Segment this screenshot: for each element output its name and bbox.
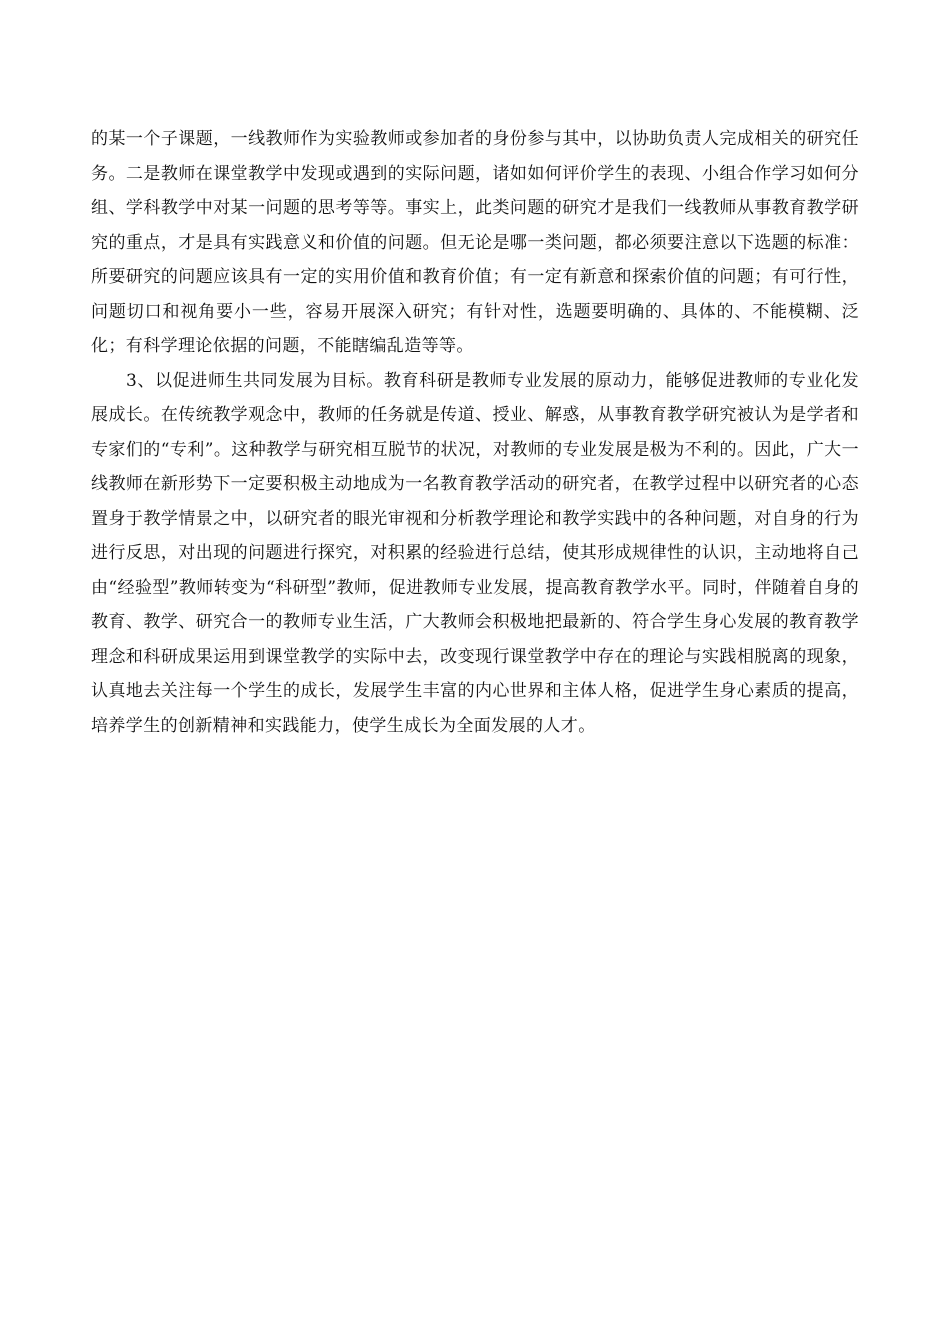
paragraph-continued: 的某一个子课题，一线教师作为实验教师或参加者的身份参与其中，以协助负责人完成相关的研究任务。二是教师在课堂教学中发现或遇到的实际问题，诸如如何评价学生的表现、小组合作学习如何分组、学科教学中对某一问题的思考等等。事实上，此类问题的研究才是我们一线教师从事教育教学研究的重点，才是具有实践意义和价值的问题。但无论是哪一类问题，都必须要注意以下选题的标准：所要研究的问题应该具有一定的实用价值和教育价值；有一定有新意和探索价值的问题；有可行性，问题切口和视角要小一些，容易开展深入研究；有针对性，选题要明确的、具体的、不能模糊、泛化；有科学理论依据的问题，不能瞎编乱造等等。 <box>91 129 859 356</box>
document-body <box>91 122 859 743</box>
paragraph-section-3: 3、以促进师生共同发展为目标。教育科研是教师专业发展的原动力，能够促进教师的专业化发展成长。在传统教学观念中，教师的任务就是传道、授业、解惑，从事教育教学研究被认为是学者和专家们的“专利”。这种教学与研究相互脱节的状况，对教师的专业发展是极为不利的。因此，广大一线教师在新形势下一定要积极主动地成为一名教育教学活动的研究者，在教学过程中以研究者的心态置身于教学情景之中，以研究者的眼光审视和分析教学理论和教学实践中的各种问题，对自身的行为进行反思，对出现的问题进行探究，对积累的经验进行总结，使其形成规律性的认识，主动地将自己由“经验型”教师转变为“科研型”教师，促进教师专业发展，提高教育教学水平。同时，伴随着自身的教育、教学、研究合一的教师专业生活，广大教师会积极地把最新的、符合学生身心发展的教育教学理念和科研成果运用到课堂教学的实际中去，改变现行课堂教学中存在的理论与实践相脱离的现象，认真地去关注每一个学生的成长，发展学生丰富的内心世界和主体人格，促进学生身心素质的提高，培养学生的创新精神和实践能力，使学生成长为全面发展的人才。 <box>91 370 859 736</box>
